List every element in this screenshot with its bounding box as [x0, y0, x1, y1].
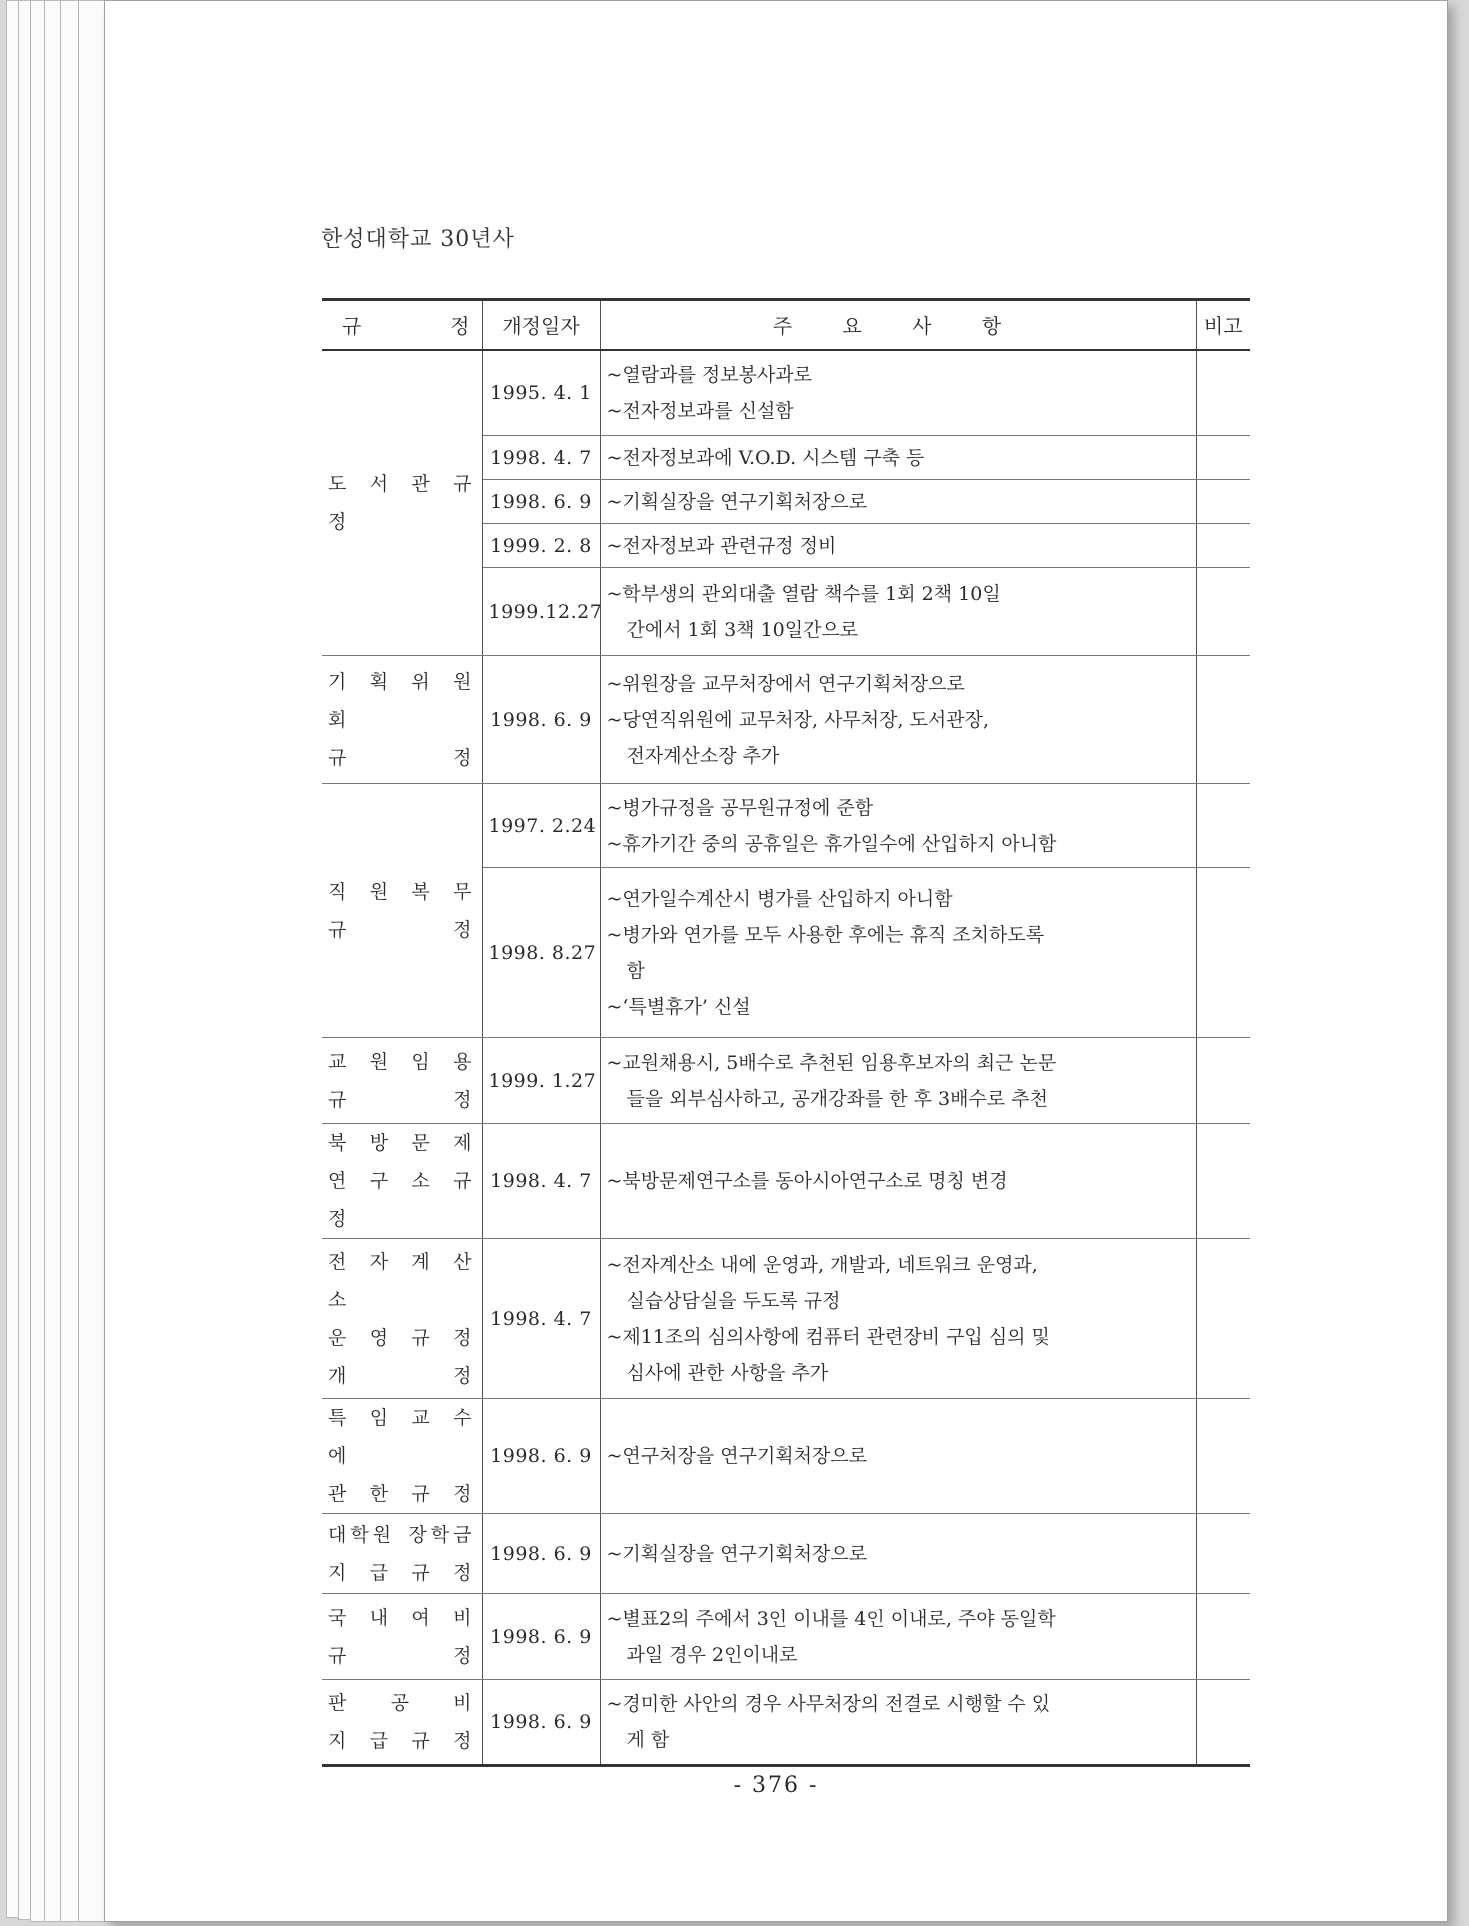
revision-content [600, 1594, 1196, 1680]
table-row [322, 1514, 1250, 1594]
revision-date: 1998. 4. 7 [482, 1239, 600, 1399]
regulation-name-line: 전 자 계 산 소 [328, 1250, 476, 1311]
revision-item: 게 함 [626, 1729, 670, 1751]
page-number: - 376 - [733, 1773, 819, 1798]
note-cell [1196, 1514, 1250, 1594]
revision-date: 1997. 2.24 [482, 784, 600, 868]
revision-item: ~교원채용시, 5배수로 추천된 임용후보자의 최근 논문 [606, 1051, 1057, 1074]
revision-item: 전자계산소장 추가 [626, 744, 780, 767]
revision-item: ~기획실장을 연구기획처장으로 [606, 490, 868, 513]
regulation-name [322, 1399, 482, 1514]
revision-content [600, 480, 1196, 524]
revision-item: ~전자정보과를 신설함 [606, 399, 794, 422]
regulation-name [322, 1514, 482, 1594]
header-regulation: 규 정 [322, 300, 482, 350]
regulation-name-line: 판 공 비 [328, 1692, 476, 1714]
regulation-name-line: 국 내 여 비 [328, 1606, 476, 1629]
revision-item: ~‘특별휴가’ 신설 [606, 995, 751, 1018]
note-cell [1196, 1239, 1250, 1399]
regulation-name [322, 1124, 482, 1239]
table-header-row [322, 300, 1250, 350]
revision-date: 1998. 6. 9 [482, 1514, 600, 1594]
revision-item: 심사에 관한 사항을 추가 [626, 1361, 829, 1384]
revision-item: ~위원장을 교무처장에서 연구기획처장으로 [606, 672, 965, 695]
revision-item: 간에서 1회 3책 10일간으로 [626, 618, 859, 641]
note-cell [1196, 1399, 1250, 1514]
revision-item: ~휴가기간 중의 공휴일은 휴가일수에 산입하지 아니함 [606, 832, 1057, 855]
note-cell [1196, 1124, 1250, 1239]
revision-item: ~열람과를 정보봉사과로 [606, 363, 812, 386]
regulation-name-line: 운 영 규 정 [328, 1326, 476, 1349]
revision-date: 1998. 6. 9 [482, 480, 600, 524]
revision-date: 1998. 6. 9 [482, 1594, 600, 1680]
regulation-name-line: 규 정 [328, 1088, 476, 1111]
regulation-name [322, 656, 482, 784]
revision-item: 실습상담실을 두도록 규정 [626, 1289, 841, 1312]
revision-item: ~학부생의 관외대출 열람 책수를 1회 2책 10일 [606, 582, 1001, 605]
revision-item: ~병가규정을 공무원규정에 준함 [606, 796, 874, 819]
revision-content [600, 436, 1196, 480]
revision-date: 1998. 4. 7 [482, 436, 600, 480]
revision-content [600, 868, 1196, 1038]
table-row [322, 656, 1250, 784]
regulation-name-line: 관 한 규 정 [328, 1483, 476, 1505]
regulation-name-line: 개 정 [328, 1364, 476, 1387]
note-cell [1196, 868, 1250, 1038]
revision-date: 1998. 6. 9 [482, 1399, 600, 1514]
revision-item: ~연구처장을 연구기획처장으로 [606, 1445, 868, 1467]
revision-date: 1999. 1.27 [482, 1038, 600, 1124]
revision-date: 1998. 8.27 [482, 868, 600, 1038]
revision-date: 1999.12.27 [482, 568, 600, 656]
table-row [322, 1594, 1250, 1680]
note-cell [1196, 1680, 1250, 1766]
regulation-name-line: 대학원 장학금 [328, 1523, 476, 1546]
regulation-name-line: 규 정 [328, 918, 476, 941]
regulation-name-line: 기 획 위 원 회 [328, 670, 476, 731]
revision-date: 1998. 6. 9 [482, 656, 600, 784]
note-cell [1196, 656, 1250, 784]
note-cell [1196, 350, 1250, 436]
revision-date: 1995. 4. 1 [482, 350, 600, 436]
revision-content [600, 656, 1196, 784]
note-cell [1196, 480, 1250, 524]
revision-item: ~경미한 사안의 경우 사무처장의 전결로 시행할 수 있 [606, 1693, 1051, 1715]
note-cell [1196, 784, 1250, 868]
regulation-name-line: 북 방 문 제 [328, 1132, 476, 1154]
revision-content [600, 784, 1196, 868]
note-cell [1196, 524, 1250, 568]
revision-item: ~병가와 연가를 모두 사용한 후에는 휴직 조치하도록 [606, 923, 1045, 946]
header-note: 비고 [1196, 300, 1250, 350]
revision-item: ~전자정보과 관련규정 정비 [606, 534, 837, 557]
revision-date: 1999. 2. 8 [482, 524, 600, 568]
table-body [322, 350, 1250, 1766]
note-cell [1196, 1594, 1250, 1680]
note-cell [1196, 1038, 1250, 1124]
revision-item: ~전자정보과에 V.O.D. 시스템 구축 등 [606, 446, 925, 469]
note-cell [1196, 568, 1250, 656]
regulation-name-line: 도 서 관 규 정 [328, 472, 476, 533]
revision-item: ~전자계산소 내에 운영과, 개발과, 네트워크 운영과, [606, 1253, 1038, 1276]
table-row [322, 1239, 1250, 1399]
regulation-name [322, 1239, 482, 1399]
table-row [322, 1124, 1250, 1239]
revision-item: ~기획실장을 연구기획처장으로 [606, 1542, 868, 1565]
revision-content [600, 568, 1196, 656]
regulation-name-line: 지 급 규 정 [328, 1730, 476, 1752]
revision-item: ~별표2의 주에서 3인 이내를 4인 이내로, 주야 동일학 [606, 1607, 1056, 1630]
regulation-name [322, 1038, 482, 1124]
revision-content [600, 1038, 1196, 1124]
revision-item: ~북방문제연구소를 동아시아연구소로 명칭 변경 [606, 1170, 1008, 1192]
regulation-name-line: 연 구 소 규 정 [328, 1170, 476, 1230]
revision-content [600, 524, 1196, 568]
regulation-name-line: 특 임 교 수 에 [328, 1407, 476, 1467]
page-stack-edge [78, 0, 106, 1922]
regulation-name-line: 직 원 복 무 [328, 880, 476, 903]
revision-item: 과일 경우 2인이내로 [626, 1643, 798, 1666]
revision-content [600, 1514, 1196, 1594]
regulation-name [322, 350, 482, 656]
regulation-name-line: 규 정 [328, 1644, 476, 1667]
note-cell [1196, 436, 1250, 480]
regulations-table [322, 298, 1250, 1767]
table-row [322, 1680, 1250, 1766]
regulation-name [322, 784, 482, 1038]
revision-content [600, 1680, 1196, 1766]
table-row [322, 350, 1250, 436]
revision-item: 들을 외부심사하고, 공개강좌를 한 후 3배수로 추천 [626, 1087, 1048, 1110]
regulation-name-line: 지 급 규 정 [328, 1561, 476, 1584]
regulation-name [322, 1594, 482, 1680]
revision-content [600, 1399, 1196, 1514]
revision-date: 1998. 6. 9 [482, 1680, 600, 1766]
regulation-name-line: 교 원 임 용 [328, 1050, 476, 1073]
table-row [322, 784, 1250, 868]
regulation-name-line: 규 정 [328, 746, 476, 769]
revision-item: ~제11조의 심의사항에 컴퓨터 관련장비 구입 심의 및 [606, 1325, 1050, 1348]
revision-item: 함 [626, 959, 645, 982]
revision-item: ~연가일수계산시 병가를 산입하지 아니함 [606, 887, 953, 910]
revision-content [600, 350, 1196, 436]
revision-content [600, 1124, 1196, 1239]
table-row [322, 1399, 1250, 1514]
running-head: 한성대학교 30년사 [321, 227, 515, 252]
table-row [322, 1038, 1250, 1124]
revision-item: ~당연직위원에 교무처장, 사무처장, 도서관장, [606, 708, 990, 731]
header-date: 개정일자 [482, 300, 600, 350]
revision-content [600, 1239, 1196, 1399]
header-content: 주 요 사 항 [600, 300, 1196, 350]
revision-date: 1998. 4. 7 [482, 1124, 600, 1239]
regulation-name [322, 1680, 482, 1766]
